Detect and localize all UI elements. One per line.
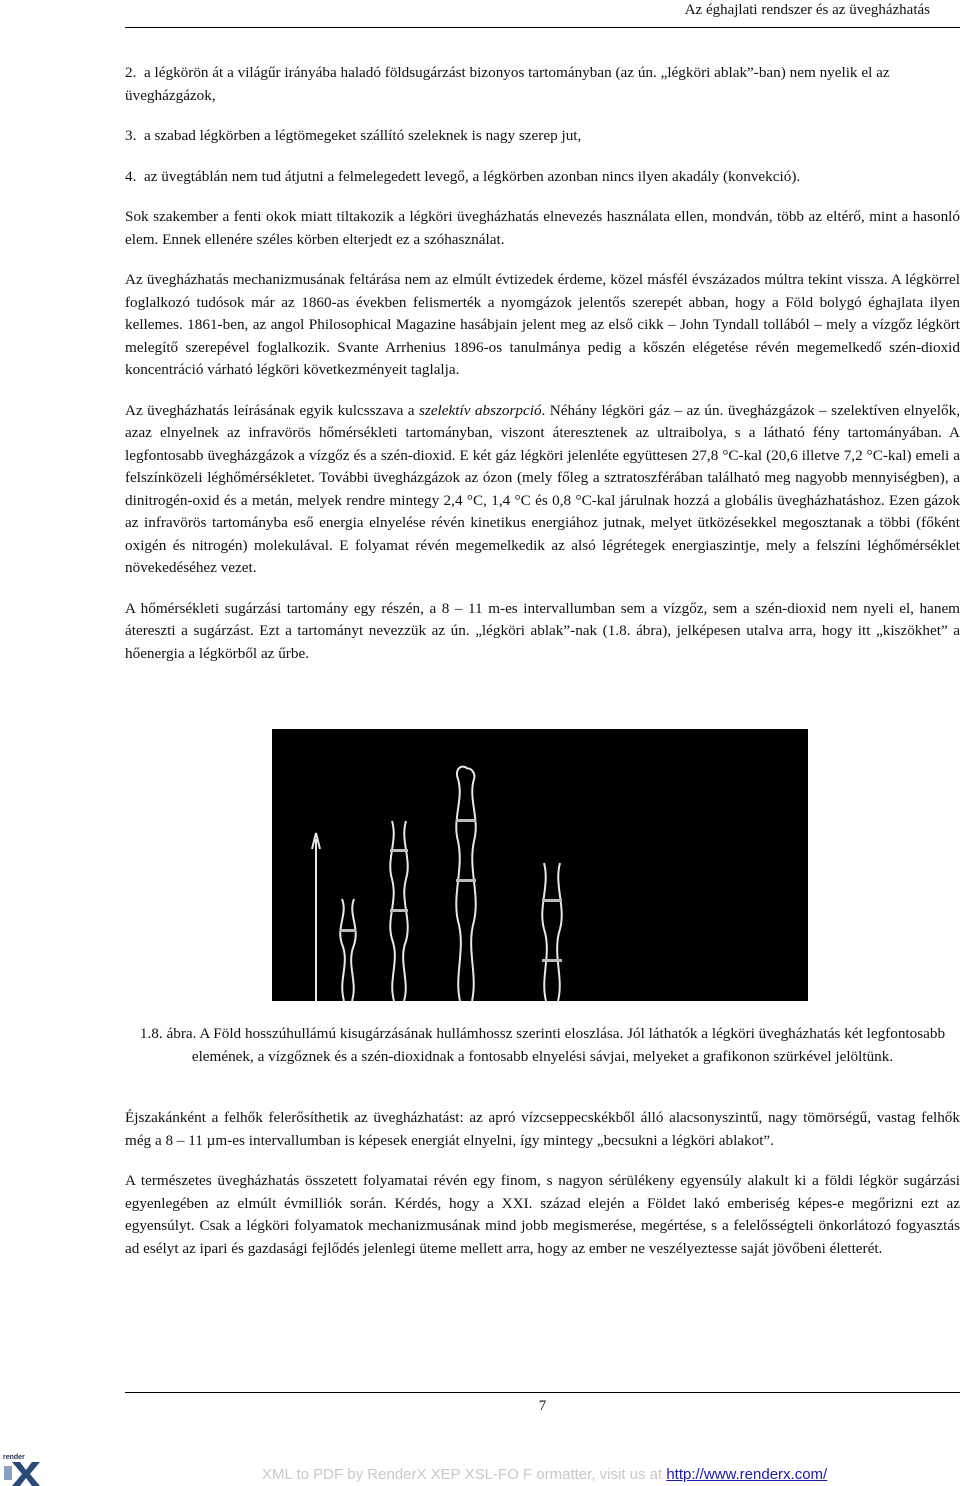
paragraph: A hőmérsékleti sugárzási tartomány egy részén, a 8 – 11 m-es intervallumban sem a vízgőz, sem a szén-dioxid nem nyeli el, hanem átereszti a sugárzást. Ezt a tartományt nevezzük az ún. „légköri ablak”-nak (1.8. ábra), jelképesen utalva arra, hogy itt „kiszökhet” a hőenergia a légkörből az űrbe. <box>125 599 960 662</box>
footer-generator-note <box>262 1466 827 1483</box>
header-rule <box>125 27 960 28</box>
paragraph: A természetes üvegházhatás összetett folyamatai révén egy finom, s nagyon sérülékeny egyensúly alakult ki a földi légkör sugárzási egyenlegében az elmúlt évmilliók során. Kérdés, hogy a XXI. század elején a Földet lakó emberiség képes-e megőrizni ezt az egyensúlyt. Csak a légköri folyamatok mechanizmusának mind jobb megismerése, megértése, s a felelősségteli önkorlátozó fogyasztás ad esélyt az ipari és gazdasági fejlődés jelenlegi üteme mellett arra, hogy az ember ne veszélyeztesse saját jövőbeni életterét. <box>125 1172 960 1257</box>
footer-rule <box>125 1392 960 1393</box>
paragraph: Sok szakember a fenti okok miatt tiltakozik a légköri üvegházhatás elnevezés használata ellen, mondván, több az eltérő, mint a hasonló elem. Ennek ellenére széles körben elterjedt ez a szóhasználat. <box>125 208 960 248</box>
list-item <box>125 166 960 189</box>
paragraph-text: Az üvegházhatás leírásának egyik kulcsszava a <box>125 401 419 419</box>
list-text: a légkörön át a világűr irányába haladó földsugárzást bizonyos tartományban (az ún. „légköri ablak”-ban) nem nyelik el az üvegházgázok, <box>125 64 890 104</box>
main-content <box>125 62 960 665</box>
list-text: a szabad légkörben a légtömegeket szállító szeleknek is nagy szerep jut, <box>143 127 582 144</box>
emphasis-term: szelektív abszorpció <box>419 401 542 419</box>
figure-spectrum-image <box>272 729 808 1001</box>
list-item <box>125 62 960 107</box>
page-number: 7 <box>538 1398 547 1414</box>
renderx-logo-icon <box>2 1450 42 1486</box>
paragraph: Az üvegházhatás mechanizmusának feltárása nem az elmúlt évtizedek érdeme, közel másfél évszázados múltra tekint vissza. A légkörrel foglalkozó tudósok már az 1860-as években felismerték a nyomgázok jelentős szerepét abban, hogy a Föld bolygó éghajlata ilyen kellemes. 1861-ben, az angol Philosophical Magazine hasábjain jelent meg az első cikk – John Tyndall tollából – mely a vízgőz légkört melegítő szerepével foglalkozik. Svante Arrhenius 1896-os tanulmánya pedig a kőszén elégetése révén megemelkedő szén-dioxid koncentráció várható légköri következményeit taglalja. <box>125 271 960 378</box>
figure-caption: 1.8. ábra. A Föld hosszúhullámú kisugárzásának hullámhossz szerinti eloszlása. Jól láthatók a légköri üvegházhatás két legfontosabb elemének, a vízgőznek és a szén-dioxidnak a fontosabb elnyelési sávjai, melyeket a grafikonon szürkével jelöltünk. <box>139 1025 946 1065</box>
paragraph <box>125 400 960 580</box>
running-header: Az éghajlati rendszer és az üvegházhatás <box>684 2 930 18</box>
renderx-link[interactable]: http://www.renderx.com/ <box>666 1466 828 1483</box>
footer-note-text: XML to PDF by RenderX XEP XSL-FO F ormatter, visit us at <box>262 1466 667 1483</box>
list-number: 4. <box>125 167 137 185</box>
paragraph: Éjszakánként a felhők felerősíthetik az üvegházhatást: az apró vízcseppecskékből álló alacsonyszintű, nagy tömörségű, vastag felhők még a 8 – 11 µm-es intervallumban is képesek energiát elnyelni, így mintegy „becsukni a légköri ablakot”. <box>125 1109 960 1149</box>
paragraph-text: . Néhány légköri gáz – az ún. üvegházgázok – szelektíven elnyelők, azaz elnyelnek az infravörös hőmérsékleti tartományban, viszont áteresztenek az ultraibolya, s a látható fény tartományában. A legfontosabb üvegházgázok a vízgőz és a szén-dioxid. E két gáz légköri jelenléte együttesen 27,8 °C-kal (20,6 illetve 7,2 °C-kal) emeli a felszínközeli léghőmérsékletet. További üvegházgázok az ózon (mely főleg a sztratoszférában található meg nagyobb mennyiségben), a dinitrogén-oxid és a metán, melyek rendre mintegy 2,4 °C, 1,4 °C és 0,8 °C-kal járulnak hozzá a globális üvegházhatáshoz. Ezen gázok az infravörös tartományba eső energia elnyelése révén kinetikus energiához jutnak, melyet ütközésekkel megosztanak a többi (főként oxigén és nitrogén) molekulával. E folyamat révén megemelkedik az alsó légrétegek energiaszintje, mely a felszíni léghőmérséklet növekedéséhez vezet. <box>125 401 960 576</box>
list-number: 2. <box>125 64 137 81</box>
list-text: az üvegtáblán nem tud átjutni a felmelegedett levegő, a légkörben azonban nincs ilyen akadály (konvekció). <box>143 167 801 185</box>
list-item <box>125 125 960 148</box>
logo-text: render <box>3 1454 25 1461</box>
main-content-continued <box>125 1107 960 1260</box>
list-number: 3. <box>125 127 137 144</box>
